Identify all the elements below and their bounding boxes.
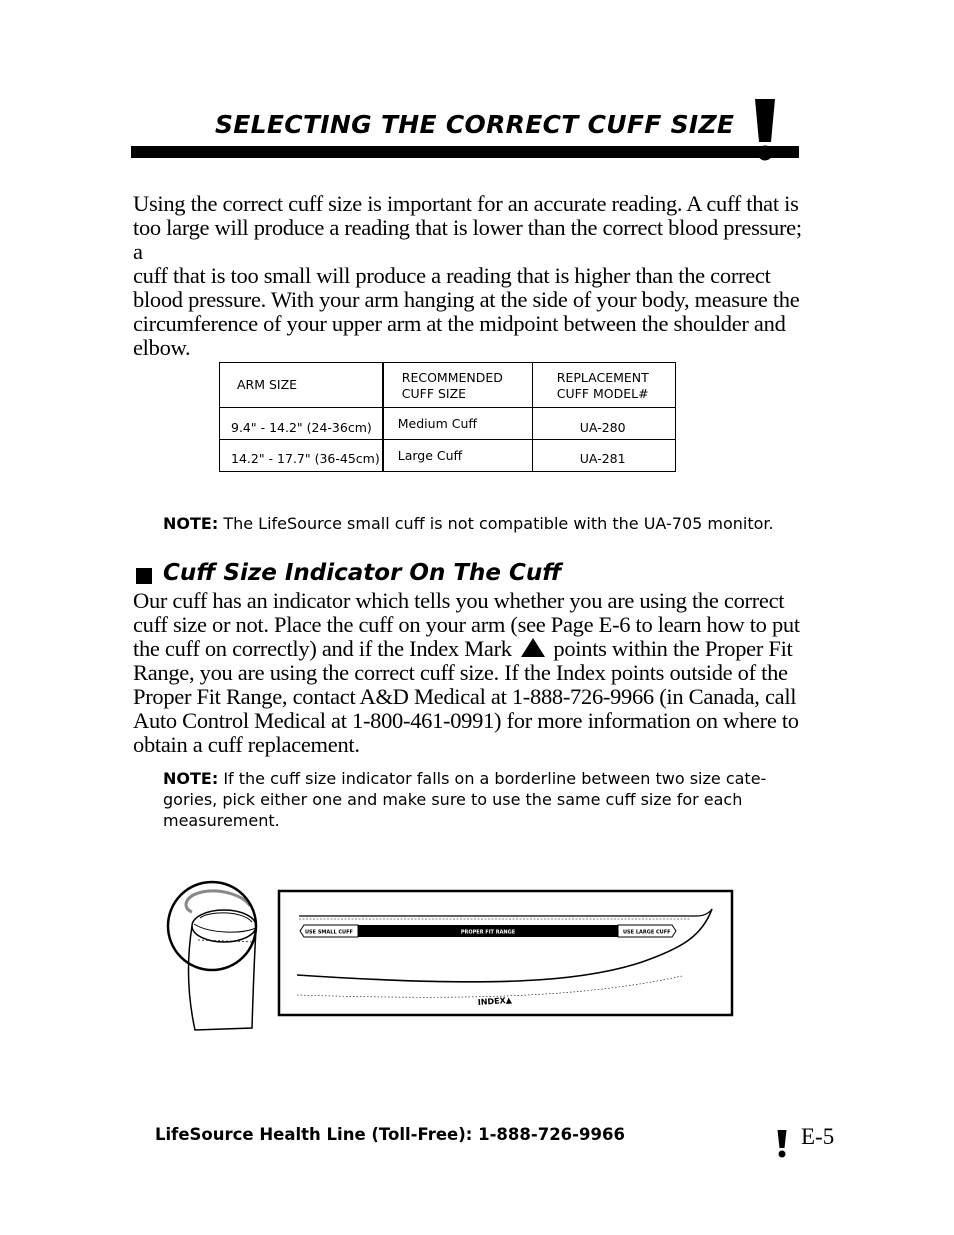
index-mark-label: INDEX▲ [477,995,513,1007]
page-title: SELECTING THE CORRECT CUFF SIZE [215,110,735,139]
page-number: E-5 [801,1124,835,1149]
use-large-cuff-label: USE LARGE CUFF [623,929,671,936]
table-cell: 9.4" - 14.2" (24-36cm) [220,408,383,440]
intro-line: cuff that is too small will produce a reading that is higher than the correct [133,263,771,288]
compatibility-note [163,514,774,533]
table-cell: UA-281 [532,440,675,472]
magnifier-circle [168,882,256,970]
intro-line: circumference of your upper arm at the midpoint between the shoulder and [133,311,786,336]
section-line: cuff size or not. Place the cuff on your arm (see Page E-6 to learn how to put [133,612,800,637]
table-row [220,408,676,440]
health-line-footer: LifeSource Health Line (Toll-Free): 1-888-726-9966 [155,1125,625,1144]
header-replacement-line1: REPLACEMENT [556,370,649,385]
intro-line: Using the correct cuff size is important for an accurate reading. A cuff that is [133,191,799,216]
proper-fit-range-label: PROPER FIT RANGE [460,929,516,936]
section-paragraph [133,589,813,757]
header-replacement-line2: CUFF MODEL# [556,386,649,401]
table-cell: UA-280 [532,408,675,440]
use-small-cuff-label: USE SMALL CUFF [305,929,353,936]
intro-paragraph [133,192,813,360]
table-header-row [220,363,676,408]
cuff-indicator-illustration [162,878,737,1038]
strip-top-edge [299,909,712,916]
section-line: Range, you are using the correct cuff size. If the Index points outside of the [133,660,788,685]
note-text: The LifeSource small cuff is not compatible with the UA-705 monitor. [218,514,774,533]
header-cell [383,363,533,408]
title-rule [131,146,799,158]
exclamation-icon [777,1130,787,1158]
header-recommended-line1: RECOMMENDED [401,370,503,385]
section-line: Auto Control Medical at 1-800-461-0991) for more information on where to [133,708,799,733]
section-line: the cuff on correctly) and if the Index Mark points within the Proper Fit [133,636,793,661]
section-line: Our cuff has an indicator which tells you whether you are using the correct [133,588,785,613]
intro-line: blood pressure. With your arm hanging at the side of your body, measure the [133,287,800,312]
index-mark-triangle-icon [521,638,545,657]
arm-cuff-sketch [186,891,256,1030]
table-cell: Large Cuff [383,440,533,472]
borderline-note: NOTE: If the cuff size indicator falls on a borderline between two size cate- gories, pick either one and make sure to use the same cuff size for each measurement. [163,769,767,830]
header-arm-size: ARM SIZE [237,377,298,392]
strip-curve-edge [297,909,712,982]
header-cell [220,363,383,408]
section-title: Cuff Size Indicator On The Cuff [163,560,562,586]
note-label: NOTE: [163,514,219,533]
section-line: Proper Fit Range, contact A&D Medical at 1-888-726-9966 (in Canada, call [133,684,797,709]
cuff-size-table [219,362,676,472]
intro-line: elbow. [133,335,191,360]
header-cell [532,363,675,408]
bullet-square-icon [136,568,152,584]
note-label: NOTE: [163,769,219,788]
intro-line: too large will produce a reading that is lower than the correct blood pressure; a [133,215,802,264]
table-cell: 14.2" - 17.7" (36-45cm) [220,440,383,472]
table-cell: Medium Cuff [383,408,533,440]
header-recommended-line2: CUFF SIZE [401,386,467,401]
section-line: obtain a cuff replacement. [133,732,360,757]
table-row [220,440,676,472]
